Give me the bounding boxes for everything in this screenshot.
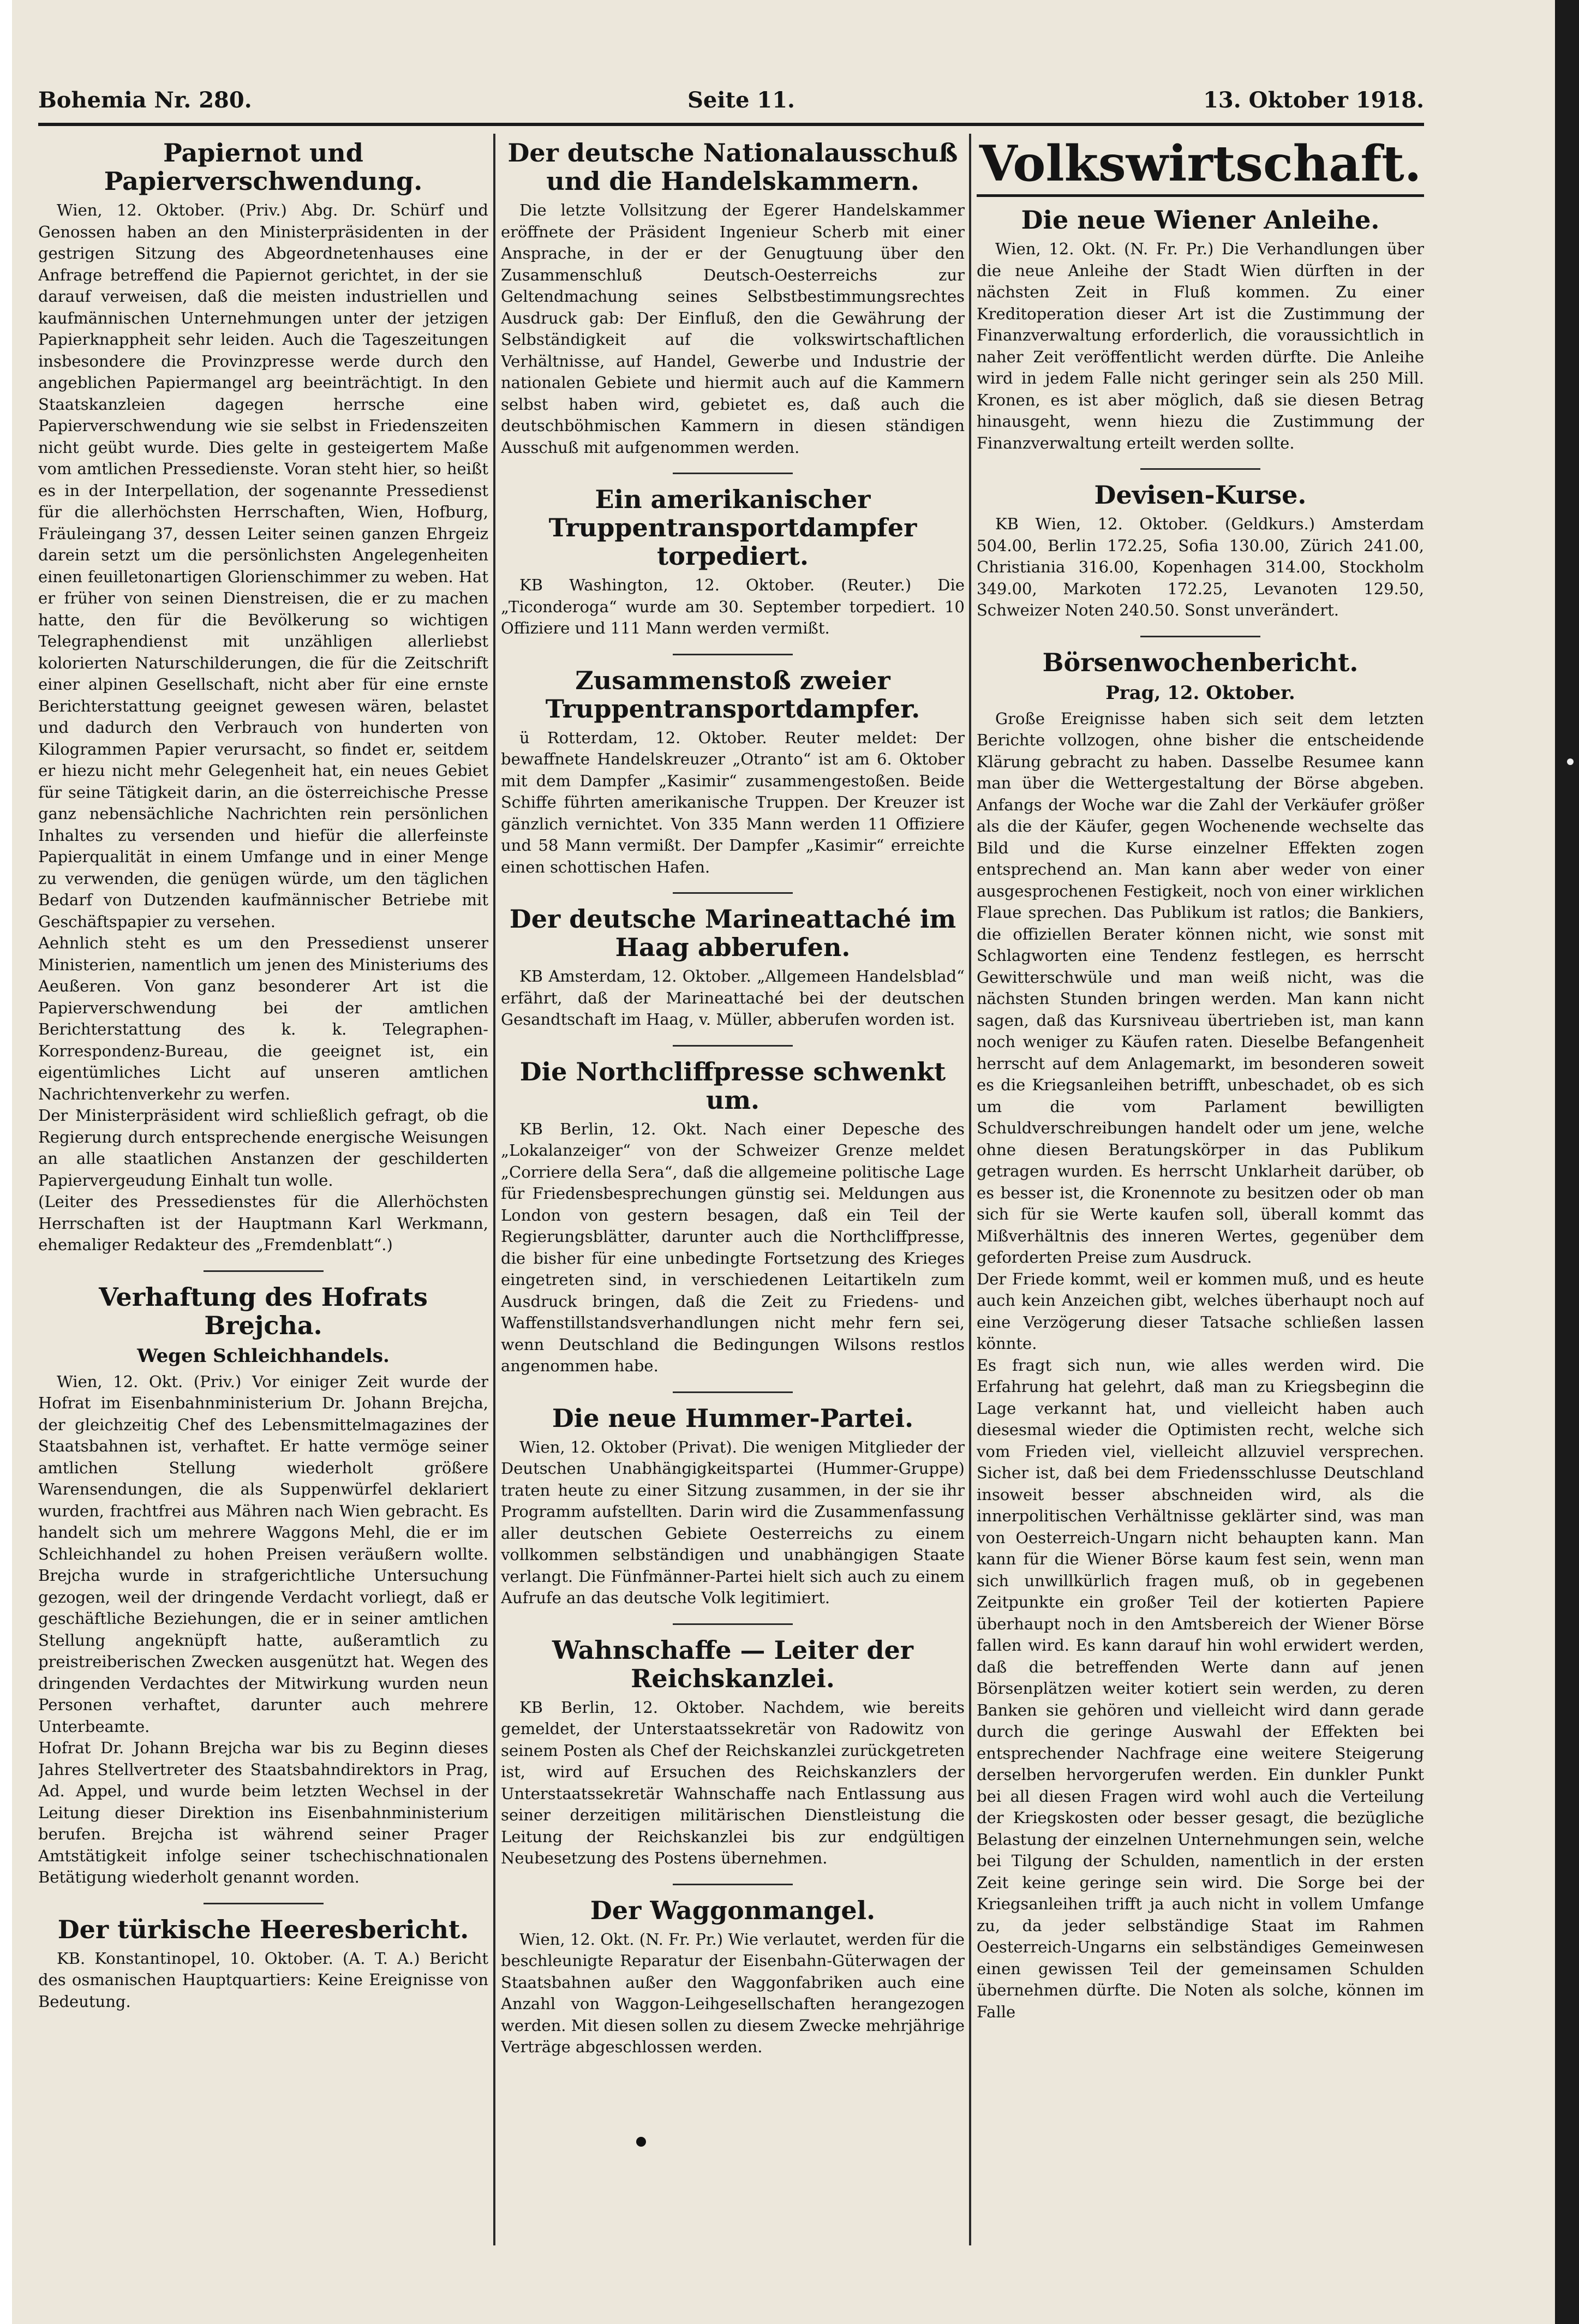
article-body: Wien, 12. Oktober (Privat). Die wenigen Mitglieder der Deutschen Unabhängigkeitspartei (Hummer-Gruppe) traten heute zu einer Sitzung zusammen, in der sie ihr Programm aufstellten. Darin wird die Zusammenfassung aller deutschen Gebiete Oesterreichs zu einem vollkommen selbständigen und unabhängigen Staate verlangt. Die Fünfmänner-Partei hielt sich auch zu einem Aufrufe an das deutsche Volk legitimiert.: [501, 1437, 965, 1607]
article-nationalausschuss: [501, 139, 965, 458]
issue-date: 13. Oktober 1918.: [1203, 87, 1424, 113]
article-hummer-partei: [501, 1404, 965, 1609]
article-body: KB. Konstantinopel, 10. Oktober. (A. T. A.) Bericht des osmanischen Hauptquartiers: Keine Ereignisse von Bedeutung.: [38, 1949, 488, 2011]
article-separator: [673, 654, 793, 655]
article-boersenwochenbericht: [977, 648, 1424, 2023]
article-separator: [673, 1623, 793, 1625]
article-headline: Die neue Hummer-Partei.: [552, 1403, 914, 1433]
article-headline: Devisen-Kurse.: [1094, 480, 1307, 510]
article-northcliff: [501, 1058, 965, 1377]
article-body: KB Amsterdam, 12. Oktober. „Allgemeen Handelsblad“ erfährt, daß der Marineattaché bei der deutschen Gesandtschaft im Haag, v. Müller, abberufen worden ist.: [501, 967, 965, 1029]
article-separator: [673, 1391, 793, 1393]
article-body: ü Rotterdam, 12. Oktober. Reuter meldet: Der bewaffnete Handelskreuzer „Otranto“ ist am 6. Oktober mit dem Dampfer „Kasimir“ zusammengestoßen. Beide Schiffe führten amerikanische Truppen. Der Kreuzer ist gänzlich vernichtet. Von 335 Mann werden 11 Offiziere und 58 Mann vermißt. Der Dampfer „Kasimir“ erreichte einen schottischen Hafen.: [501, 728, 965, 876]
article-separator: [1140, 636, 1260, 637]
article-body: Wien, 12. Oktober. (Priv.) Abg. Dr. Schürf und Genossen haben an den Ministerpräsidenten in der gestrigen Sitzung des Abgeordnetenhauses eine Anfrage betreffend die Papiernot gerichtet, in der sie darauf verweisen, daß die meisten industriellen und kaufmännischen Unternehmungen unter der jetzigen Papierknappheit sehr leiden. Auch die Tageszeitungen insbesondere die Provinzpresse werde durch den angeblichen Papiermangel arg beeinträchtigt. In den Staatskanzleien dagegen herrsche eine Papierverschwendung wie sie selbst in Friedenszeiten nicht geübt wurde. Dies gelte in gesteigertem Maße vom amtlichen Pressedienste. Voran steht hier, so heißt es in der Interpellation, der sogenannte Pressedienst für die allerhöchsten Herrschaften, Wien, Hofburg, Fräuleingang 37, dessen Leiter seinen ganzen Ehrgeiz darein setzt um die persönlichsten Angelegenheiten einen feuilletonartigen Glorienschimmer zu weben. Hat er früher von seinen Dienstreisen, die er zu machen hatte, den für die Bevölkerung so wichtigen Telegraphendienst mit unzähligen allerliebst kolorierten Naturschilderungen, die für die Zeitschrift einer alpinen Gesellschaft, nicht aber für eine ernste Berichterstattung geeignet gewesen wären, belastet und dadurch den Verbrauch von hunderten von Kilogrammen Papier verursacht, so findet er, seitdem er hiezu nicht mehr Gelegenheit hat, ein neues Gebiet für seine Tätigkeit darin, an die österreichische Presse ganz nebensächliche Nachrichten rein persönlichen Inhaltes zu versenden und hiefür die allerfeinste Papierqualität in einem Umfange und in einer Menge zu verwenden, die genügen würde, um den täglichen Bedarf von Dutzenden kaufmännischer Betriebe mit Geschäftspapier zu versehen. Aehnlich steht es um den Pressedienst unserer Ministerien, namentlich um jenen des Ministeriums des Aeußeren. Von ganz besonderer Art ist die Papierverschwendung bei der amtlichen Berichterstattung des k. k. Telegraphen-Korrespondenz-Bureau, die geeignet ist, ein eigentümliches Licht auf unseren amtlichen Nachrichtenverkehr zu werfen. Der Ministerpräsident wird schließlich gefragt, ob die Regierung durch entsprechende energische Weisungen an alle staatlichen Anstanzen der geschilderten Papiervergeudung Einhalt tun wolle. (Leiter des Pressedienstes für die Allerhöchsten Herrschaften ist der Hauptmann Karl Werkmann, ehemaliger Redakteur des „Fremdenblatt“.): [38, 201, 488, 1254]
article-body: KB Berlin, 12. Okt. Nach einer Depesche des „Lokalanzeiger“ von der Schweizer Grenze meldet „Corriere della Sera“, daß die allgemeine politische Lage für Friedensbesprechungen günstig sei. Meldungen aus London von gestern besagen, daß ein Teil der Regierungsblätter, darunter auch die Northcliffpresse, die bisher für eine unbedingte Fortsetzung des Krieges eingetreten sind, in verschiedenen Leitartikeln zum Ausdruck bringen, daß die Zeit zu Friedens- und Waffenstillstandsverhandlungen nicht mehr fern sei, wenn Deutschland die Bedingungen Wilsons restlos angenommen habe.: [501, 1119, 965, 1375]
scan-speck: [1567, 758, 1574, 765]
article-wahnschaffe: [501, 1636, 965, 1869]
article-brejcha: [38, 1283, 488, 1889]
article-body: Große Ereignisse haben sich seit dem letzten Berichte vollzogen, ohne bisher die entscheidende Klärung gebracht zu haben. Dasselbe Resumee kann man über die Wettergestaltung der Börse abgeben. Anfangs der Woche war die Zahl der Verkäufer größer als die der Käufer, gegen Wochenende wechselte das Bild und die Kurse einzelner Effekten zogen entsprechend an. Man kann aber weder von einer ausgesprochenen Festigkeit, noch von einer wirklichen Flaue sprechen. Das Publikum ist ratlos; die Bankiers, die offiziellen Berater können nicht, wie sonst mit Schlagworten eine Tendenz festlegen, es herrscht Gewitterschwüle und man weiß nicht, was die nächsten Stunden bringen werden. Man kann nicht sagen, daß das Kursniveau übertrieben ist, man kann noch weniger zu Käufen raten. Dieselbe Befangenheit herrscht auf dem Anlagemarkt, im besonderen soweit es die Kriegsanleihen betrifft, unbeschadet, ob es sich um die vom Parlament bewilligten Schuldverschreibungen handelt oder um jene, welche ohne diesen Beratungskörper in das Publikum getragen wurden. Es herrscht Unklarheit darüber, ob es besser ist, die Kronennote zu besitzen oder ob man sich für sie Werte kaufen soll, überall kommt das Mißverhältnis des inneren Wertes, gegenüber dem geforderten Preise zum Ausdruck. Der Friede kommt, weil er kommen muß, und es heute auch kein Anzeichen gibt, welches überhaupt noch auf eine Verzögerung dieser Tatsache schließen lassen könnte. Es fragt sich nun, wie alles werden wird. Die Erfahrung hat gelehrt, daß man zu Kriegsbeginn die Lage verkannt hat, und vielleicht haben auch diesesmal wieder die Optimisten recht, welche sich vom Frieden viel, vielleicht allzuviel versprechen. Sicher ist, daß bei dem Friedensschlusse Deutschland insoweit besser abschneiden wird, als die innerpolitischen Verhältnisse geklärter sind, was man von Oesterreich-Ungarn nicht behaupten kann. Man kann für die Wiener Börse kaum fest sein, wenn man sich unwillkürlich fragen muß, ob in gegebenen Zeitpunkte ein großer Teil der kotierten Papiere überhaupt noch in den Amtsbereich der Wiener Börse fallen wird. Es kann darauf hin wohl erwidert werden, daß die betreffenden Werte dann auf jenen Börsenplätzen weiter kotiert sein werden, zu deren Banken sie gehören und vielleicht wird dann gerade durch die geringe Auswahl der Effekten bei entsprechender Nachfrage eine weitere Steigerung derselben hervorgerufen werden. Ein dunkler Punkt bei all diesen Fragen wird wohl auch die Verteilung der Kriegskosten oder besser gesagt, die bezügliche Belastung der einzelnen Unternehmungen sein, welche bei Tilgung der Schulden, namentlich in der ersten Zeit keine geringe sein wird. Die Sorge bei der Kriegsanleihen trifft ja auch nicht in vollem Umfange zu, da jeder selbständige Staat im Rahmen Oesterreich-Ungarns ein selbständiges Gemeinwesen einen gewissen Teil der gemeinsamen Schulden übernehmen dürfte. Die Noten als solche, können im Falle: [977, 709, 1424, 2021]
article-headline: Wahnschaffe — Leiter der Reichskanzlei.: [552, 1635, 914, 1693]
article-headline: Zusammenstoß zweier Truppentransportdampfer.: [545, 665, 920, 724]
article-zusammenstoss: [501, 666, 965, 879]
article-dateline: Prag, 12. Oktober.: [1105, 682, 1295, 704]
column-rule: [969, 134, 971, 2245]
article-headline: Der deutsche Marineattaché im Haag abberufen.: [509, 904, 956, 962]
article-heeresbericht: [38, 1915, 488, 2013]
ink-blot: [636, 2137, 646, 2147]
article-separator: [673, 1045, 793, 1047]
article-body: Wien, 12. Okt. (Priv.) Vor einiger Zeit wurde der Hofrat im Eisenbahnministerium Dr. Johann Brejcha, der gleichzeitig Chef des Lebensmittelmagazines der Staatsbahnen ist, verhaftet. Er hatte vermöge seiner amtlichen Stellung wiederholt größere Warensendungen, die als Suppenwürfel deklariert wurden, frachtfrei aus Mähren nach Wien gebracht. Es handelt sich um mehrere Waggons Mehl, die er im Schleichhandel zu hohen Preisen veräußern wollte. Brejcha wurde in strafgerichtliche Untersuchung gezogen, weil der dringende Verdacht vorliegt, daß er geschäftliche Beziehungen, die er in seiner amtlichen Stellung angeknüpft hatte, außeramtlich zu preistreiberischen Zwecken ausgenützt hat. Wegen des dringenden Verdachtes der Mitwirkung wurden neun Personen verhaftet, darunter auch mehrere Unterbeamte. Hofrat Dr. Johann Brejcha war bis zu Beginn dieses Jahres Stellvertreter des Staatsbahndirektors in Prag, Ad. Appel, und wurde beim letzten Wechsel in der Leitung dieser Direktion ins Eisenbahnministerium berufen. Brejcha ist während seiner Prager Amtstätigkeit infolge seiner tschechischnationalen Betätigung wiederholt genannt worden.: [38, 1372, 488, 1886]
section-rule: [977, 194, 1424, 197]
article-separator: [1140, 468, 1260, 470]
column-rule: [493, 134, 495, 2245]
article-papiernot: [38, 139, 488, 1256]
column-2: [501, 136, 965, 2243]
article-headline: Der türkische Heeresbericht.: [57, 1914, 469, 1944]
column-3: [977, 136, 1424, 2243]
header-rule: [38, 123, 1424, 126]
article-separator: [673, 473, 793, 474]
page-header: [38, 87, 1424, 120]
scan-dark-edge: [1555, 0, 1579, 2324]
column-1: [38, 136, 488, 2243]
article-waggonmangel: [501, 1896, 965, 2058]
article-body: KB Berlin, 12. Oktober. Nachdem, wie bereits gemeldet, der Unterstaatssekretär von Radowitz von seinem Posten als Chef der Reichskanzlei zurückgetreten ist, wird auf Ersuchen des Reichskanzlers der Unterstaatssekretär Wahnschaffe nach Entlassung aus seiner derzeitigen militärischen Dienstleistung die Leitung der Reichskanzlei bis zur endgültigen Neubesetzung des Postens übernehmen.: [501, 1698, 965, 1867]
article-separator: [673, 892, 793, 894]
publication-issue: Bohemia Nr. 280.: [38, 87, 252, 113]
article-body: KB Wien, 12. Oktober. (Geldkurs.) Amsterdam 504.00, Berlin 172.25, Sofia 130.00, Zürich 241.00, Christiania 316.00, Kopenhagen 314.00, Stockholm 349.00, Markoten 172.25, Levanoten 129.50, Schweizer Noten 240.50. Sonst unverändert.: [977, 515, 1424, 619]
article-headline: Die Northcliffpresse schwenkt um.: [519, 1056, 946, 1115]
page-number: Seite 11.: [687, 87, 795, 113]
article-separator: [204, 1903, 324, 1904]
article-headline: Die neue Wiener Anleihe.: [1021, 205, 1380, 235]
article-wiener-anleihe: [977, 206, 1424, 454]
article-headline: Der deutsche Nationalausschuß und die Handelskammern.: [507, 138, 958, 196]
article-headline: Papiernot und Papierverschwendung.: [104, 138, 423, 196]
article-separator: [673, 1884, 793, 1885]
article-headline: Verhaftung des Hofrats Brejcha.: [99, 1282, 428, 1340]
article-marineattache: [501, 905, 965, 1031]
article-body: Wien, 12. Okt. (N. Fr. Pr.) Die Verhandlungen über die neue Anleihe der Stadt Wien dürften in der nächsten Zeit in Fluß kommen. Zu einer Kreditoperation dieser Art ist die Zustimmung der Finanzverwaltung erforderlich, die voraussichtlich in naher Zeit veröffentlicht werden dürfte. Die Anleihe wird in jedem Falle nicht geringer sein als 250 Mill. Kronen, es ist aber möglich, daß sie diesen Betrag hinausgeht, wenn hiezu die Zustimmung der Finanzverwaltung erteilt werden sollte.: [977, 240, 1424, 452]
article-subhead: Wegen Schleichhandels.: [137, 1345, 390, 1367]
article-headline: Ein amerikanischer Truppentransportdampfer torpediert.: [548, 485, 917, 571]
article-separator: [204, 1270, 324, 1272]
article-headline: Der Waggonmangel.: [590, 1895, 876, 1925]
article-truppentransport: [501, 485, 965, 640]
article-body: KB Washington, 12. Oktober. (Reuter.) Die „Ticonderoga“ wurde am 30. September torpediert. 10 Offiziere und 111 Mann werden vermißt.: [501, 576, 965, 637]
article-headline: Börsenwochenbericht.: [1042, 647, 1359, 677]
article-body: Die letzte Vollsitzung der Egerer Handelskammer eröffnete der Präsident Ingenieur Scherb mit einer Ansprache, in der er der Genugtuung über den Zusammenschluß Deutsch-Oesterreichs zur Geltendmachung seines Selbstbestimmungsrechtes Ausdruck gab: Der Einfluß, den die Gewährung der Selbständigkeit auf die volkswirtschaftlichen Verhältnisse, auf Handel, Gewerbe und Industrie der nationalen Gebiete und hiermit auch auf die Kammern selbst haben wird, gebietet es, daß auch die deutschböhmischen Kammern in diesen ständigen Ausschuß mit aufgenommen werden.: [501, 201, 965, 457]
article-devisen-kurse: [977, 481, 1424, 622]
article-body: Wien, 12. Okt. (N. Fr. Pr.) Wie verlautet, werden für die beschleunigte Reparatur der Eisenbahn-Güterwagen der Staatsbahnen außer den Waggonfabriken auch eine Anzahl von Waggon-Leihgesellschaften herangezogen werden. Mit diesen sollen zu diesem Zwecke mehrjährige Verträge abgeschlossen werden.: [501, 1929, 965, 2056]
section-title: Volkswirtschaft.: [979, 136, 1422, 193]
